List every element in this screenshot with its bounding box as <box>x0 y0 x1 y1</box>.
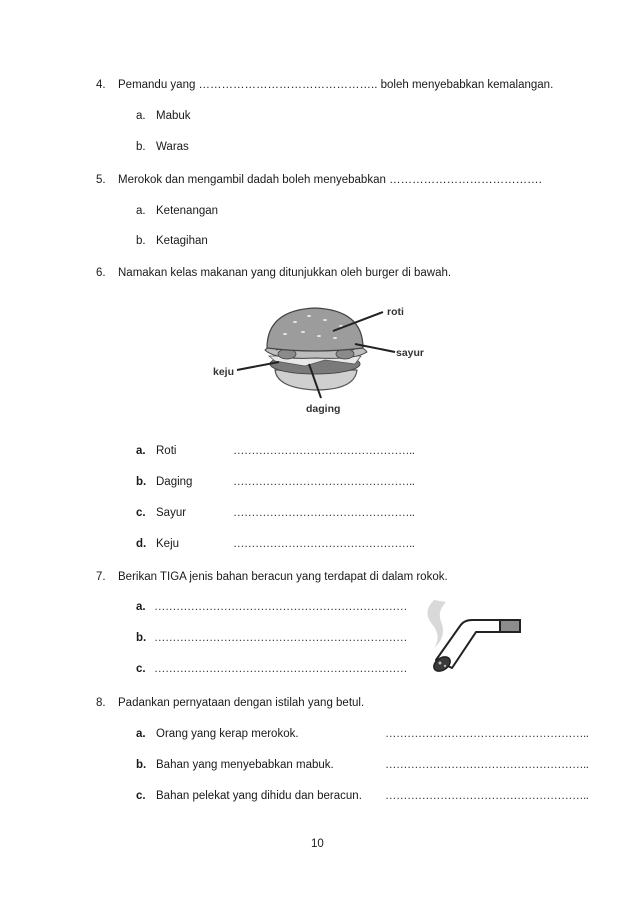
label-daging: daging <box>306 403 341 415</box>
q4-option-a-letter: a. <box>136 110 146 122</box>
q6-item-a-letter: a. <box>136 445 146 457</box>
q8-text: Padankan pernyataan dengan istilah yang betul. <box>118 697 365 709</box>
label-keju: keju <box>213 366 235 378</box>
q7-item-b-letter: b. <box>136 632 147 644</box>
q5-text: Merokok dan mengambil dadah boleh menyebabkan …………………………………. <box>118 174 542 186</box>
label-sayur: sayur <box>396 347 425 359</box>
q7-text: Berikan TIGA jenis bahan beracun yang terdapat di dalam rokok. <box>118 571 448 583</box>
q7-item-c-letter: c. <box>136 663 146 675</box>
q6-item-d-letter: d. <box>136 538 147 550</box>
q8-item-b-letter: b. <box>136 759 147 771</box>
q8-item-c-text: Bahan pelekat yang dihidu dan beracun. <box>156 790 362 802</box>
top-bun <box>267 308 363 351</box>
q6-text: Namakan kelas makanan yang ditunjukkan oleh burger di bawah. <box>118 267 452 279</box>
q6-item-b-letter: b. <box>136 476 147 488</box>
q4-number: 4. <box>96 79 106 91</box>
label-roti: roti <box>387 306 404 318</box>
q8-item-b-text: Bahan yang menyebabkan mabuk. <box>156 759 334 771</box>
q6-item-a-blank[interactable]: ………………………………………….. <box>233 445 415 457</box>
q5-number: 5. <box>96 174 106 186</box>
q8-item-a-text: Orang yang kerap merokok. <box>156 728 299 740</box>
q4-option-a-text: Mabuk <box>156 110 191 122</box>
q4-text: Pemandu yang ……………………………………….. boleh menyebabkan kemalangan. <box>118 79 554 91</box>
q6-item-c-blank[interactable]: ………………………………………….. <box>233 507 415 519</box>
q7-number: 7. <box>96 571 106 583</box>
smoke-icon <box>427 600 446 648</box>
q6-item-c-text: Sayur <box>156 507 187 519</box>
q5-option-b-text: Ketagihan <box>156 235 208 247</box>
q6-item-d-blank[interactable]: ………………………………………….. <box>233 538 415 550</box>
page-number: 10 <box>311 838 324 850</box>
q6-item-b-blank[interactable]: ………………………………………….. <box>233 476 415 488</box>
cigarette-icon <box>412 598 532 678</box>
q8-item-c-letter: c. <box>136 790 146 802</box>
q5-option-a-letter: a. <box>136 205 146 217</box>
q8-item-b-blank[interactable]: ……………………………………………….. <box>385 759 589 771</box>
q6-item-d-text: Keju <box>156 538 180 550</box>
q5-option-b-letter: b. <box>136 235 146 247</box>
q6-item-c-letter: c. <box>136 507 146 519</box>
q6-item-b-text: Daging <box>156 476 193 488</box>
q7-item-b-blank[interactable]: …………………………………………………………… <box>154 632 407 644</box>
q8-item-c-blank[interactable]: ……………………………………………….. <box>385 790 589 802</box>
q7-item-c-blank[interactable]: …………………………………………………………… <box>154 663 407 675</box>
q8-item-a-blank[interactable]: ……………………………………………….. <box>385 728 589 740</box>
q6-number: 6. <box>96 267 106 279</box>
q4-option-b-letter: b. <box>136 141 146 153</box>
q7-item-a-blank[interactable]: …………………………………………………………… <box>154 601 407 613</box>
q8-number: 8. <box>96 697 106 709</box>
q5-option-a-text: Ketenangan <box>156 205 219 217</box>
q7-item-a-letter: a. <box>136 601 146 613</box>
q8-item-a-letter: a. <box>136 728 146 740</box>
q6-item-a-text: Roti <box>156 445 177 457</box>
q4-option-b-text: Waras <box>156 141 189 153</box>
